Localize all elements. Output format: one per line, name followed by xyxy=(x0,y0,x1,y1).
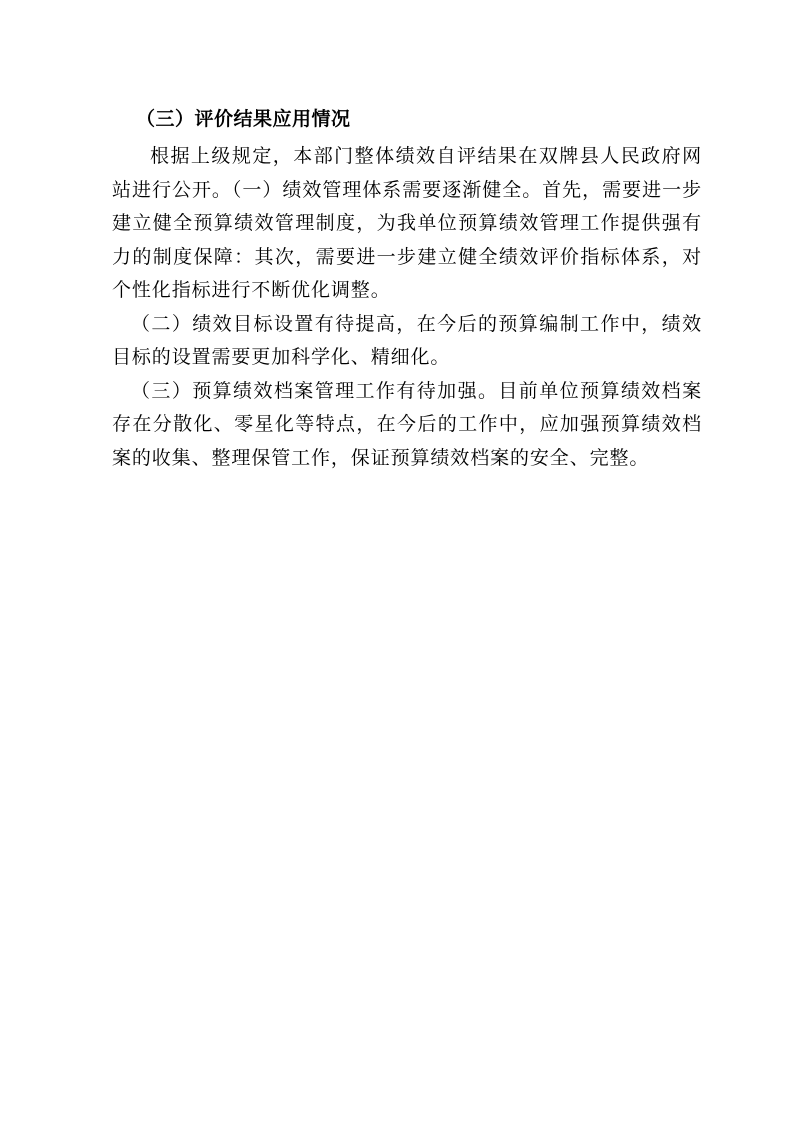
paragraph-archive-management: （三）预算绩效档案管理工作有待加强。目前单位预算绩效档案存在分散化、零星化等特点，在今后的工作中，应加强预算绩效档案的收集、整理保管工作，保证预算绩效档案的安全、完整。 xyxy=(112,379,702,469)
section-heading: （三）评价结果应用情况 xyxy=(136,108,351,130)
document-body xyxy=(112,104,702,475)
paragraph-target-setting: （二）绩效目标设置有待提高，在今后的预算编制工作中，绩效目标的设置需要更加科学化、精细化。 xyxy=(112,312,702,368)
paragraph-disclosure: 根据上级规定，本部门整体绩效自评结果在双牌县人民政府网站进行公开。（一）绩效管理体系需要逐渐健全。首先，需要进一步建立健全预算绩效管理制度，为我单位预算绩效管理工作提供强有力的制度保障：其次，需要进一步建立健全绩效评价指标体系，对个性化指标进行不断优化调整。 xyxy=(112,145,702,301)
